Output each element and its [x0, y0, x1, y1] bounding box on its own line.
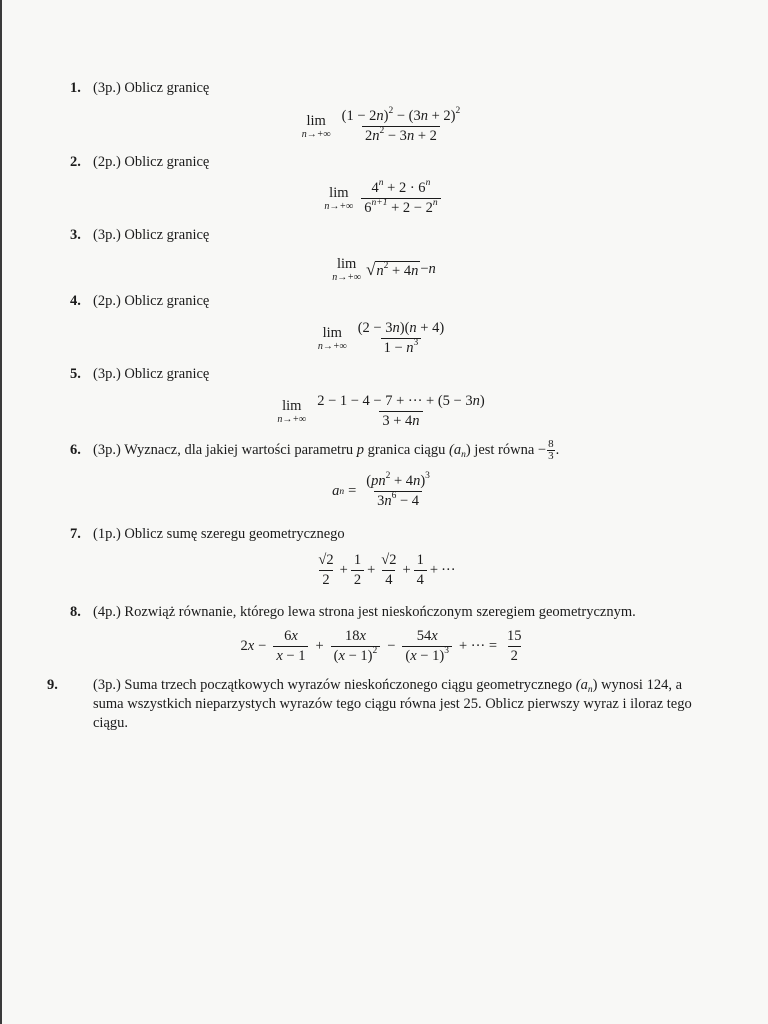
fraction: $\frac{(1 - 2n)^2 - (3n + 2)^2}{2n^2 - 3n + 2}$	[341, 106, 461, 144]
formula-3: lim n→+∞ √ $n^2 + 4n$ − n	[332, 256, 436, 283]
formula-5	[0, 393, 768, 430]
problem-5	[70, 365, 710, 384]
fraction: $\frac{4^n + 2 \cdot 6^n}{6^{n+1} + 2 - 2^n}$	[361, 180, 440, 217]
problem-text: (3p.) Suma trzech początkowych wyrazów nieskończonego ciągu geometrycznego	[93, 677, 573, 693]
formula-2	[0, 180, 768, 217]
formula-7: $\frac{√2}{2}$ + $\frac{1}{2}$ + $\frac{√2}{4}$ + $\frac{1}{4}$ + ···	[0, 552, 768, 589]
problem-text: (3p.) Wyznacz, dla jakiej wartości parametru	[93, 441, 354, 458]
limit-operator: lim n→+∞	[277, 398, 307, 425]
problem-7	[70, 525, 710, 544]
problem-text: (2p.) Oblicz granicę	[93, 154, 210, 170]
formula-4	[0, 320, 768, 357]
problem-number: 5.	[70, 366, 81, 382]
fraction: $\frac{1}{2}$	[351, 552, 364, 589]
problem-number: 2.	[70, 154, 81, 170]
problem-2	[70, 153, 710, 172]
fraction: $\frac{(pn^2 + 4n)^3}{3n^6 - 4}$	[366, 471, 430, 509]
problem-1	[70, 79, 710, 98]
formula-8: 2 x − $\frac{6x}{x - 1}$ + $\frac{18x}{(x - 1)^2}$ − $\frac{54x}{(x - 1)^3}$ + ··· = $\frac{15}{2}$	[0, 628, 768, 665]
problem-text: (1p.) Oblicz sumę szeregu geometrycznego	[93, 526, 345, 542]
problem-text: (3p.) Oblicz granicę	[93, 227, 210, 243]
fraction: $\frac{2 - 1 - 4 - 7 + \cdot\cdot\cdot + (5 - 3n)}{3 + 4n}$	[317, 393, 485, 429]
problem-number: 8.	[70, 604, 81, 620]
formula-1	[0, 108, 768, 145]
problem-text: (3p.) Oblicz granicę	[93, 80, 210, 96]
limit-operator: lim n→+∞	[301, 113, 331, 140]
fraction: $\frac{(2 - 3n)(n + 4)}{1 - n^3}$	[357, 320, 445, 356]
limit-operator: lim n→+∞	[317, 325, 347, 352]
limit-operator: lim n→+∞	[332, 256, 362, 283]
problem-number: 7.	[70, 526, 81, 542]
square-root: √ $n^2 + 4n$	[366, 259, 419, 279]
fraction: $\frac{15}{2}$	[507, 628, 522, 664]
problem-text: (3p.) Oblicz granicę	[93, 366, 210, 382]
problem-number: 1.	[70, 80, 81, 96]
fraction: $\frac{1}{4}$	[414, 552, 427, 589]
fraction: $\frac{8}{3}$	[548, 438, 554, 462]
problem-number: 3.	[70, 227, 81, 243]
problem-number: 4.	[70, 293, 81, 309]
fraction: $\frac{18x}{(x - 1)^2}$	[331, 628, 381, 665]
problem-text: (2p.) Oblicz granicę	[93, 293, 210, 309]
fraction: $\frac{6x}{x - 1}$	[273, 628, 308, 665]
problem-number: 6.	[70, 441, 81, 458]
fraction: $\frac{54x}{(x - 1)^3}$	[402, 628, 452, 665]
problem-8	[70, 603, 710, 622]
limit-operator: lim n→+∞	[324, 185, 354, 212]
problem-number: 9.	[47, 677, 58, 693]
problem-text: (4p.) Rozwiąż równanie, którego lewa strona jest nieskończonym szeregiem geometrycznym.	[93, 604, 636, 620]
fraction: $\frac{√2}{2}$	[318, 552, 334, 588]
problem-4	[70, 292, 710, 311]
problem-6: 6. (3p.) Wyznacz, dla jakiej wartości parametru p granica ciągu $(a_n)$ jest równa − $\frac{8}{3}$ .	[70, 438, 560, 462]
problem-9: 9. (3p.) Suma trzech początkowych wyrazów nieskończonego ciągu geometrycznego $(a_n)$ wynosi 124, a suma wszystkich nieparzystych wyrazów tego ciągu równa jest 25. Oblicz pierwszy wyraz i iloraz tego ciągu.	[47, 677, 692, 731]
fraction: $\frac{√2}{4}$	[381, 552, 397, 588]
formula-6: a n = $\frac{(pn^2 + 4n)^3}{3n^6 - 4}$	[0, 473, 768, 510]
problem-3	[70, 226, 710, 245]
scan-edge	[0, 0, 2, 1024]
